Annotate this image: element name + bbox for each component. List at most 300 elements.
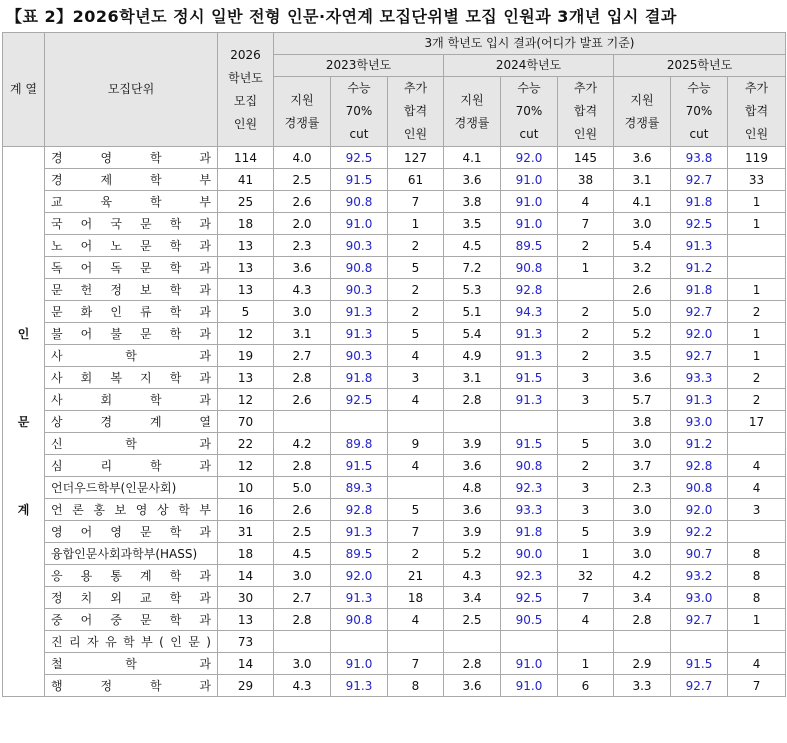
competition-ratio-cell: 3.0 <box>614 433 671 455</box>
competition-ratio-cell <box>274 631 331 653</box>
additional-admits-header: 추가 합격 인원 <box>558 77 614 147</box>
competition-ratio-cell: 2.3 <box>614 477 671 499</box>
competition-ratio-cell: 5.7 <box>614 389 671 411</box>
cut70-cell <box>671 631 728 653</box>
table-row <box>3 301 786 323</box>
additional-admits-header: 추가 합격 인원 <box>388 77 444 147</box>
competition-ratio-cell: 4.2 <box>274 433 331 455</box>
unit-name-cell: 중 어 중 문 학 과 <box>45 609 218 631</box>
unit-name-cell: 철 학 과 <box>45 653 218 675</box>
cut70-cell: 90.8 <box>331 609 388 631</box>
cut70-cell: 93.2 <box>671 565 728 587</box>
quota-cell: 25 <box>218 191 274 213</box>
additional-admits-cell: 1 <box>558 257 614 279</box>
competition-ratio-cell: 5.0 <box>614 301 671 323</box>
unit-name-cell: 불 어 불 문 학 과 <box>45 323 218 345</box>
additional-admits-cell: 2 <box>388 301 444 323</box>
additional-admits-cell: 33 <box>728 169 786 191</box>
competition-ratio-cell: 2.5 <box>444 609 501 631</box>
additional-admits-cell: 38 <box>558 169 614 191</box>
table-row <box>3 235 786 257</box>
table-row <box>3 565 786 587</box>
competition-ratio-cell <box>274 411 331 433</box>
competition-ratio-cell: 3.6 <box>444 169 501 191</box>
competition-ratio-cell: 3.6 <box>274 257 331 279</box>
additional-admits-cell: 2 <box>388 543 444 565</box>
cut70-cell: 92.5 <box>501 587 558 609</box>
table-row <box>3 543 786 565</box>
competition-ratio-cell: 4.5 <box>444 235 501 257</box>
additional-admits-cell: 21 <box>388 565 444 587</box>
competition-ratio-cell: 2.8 <box>274 455 331 477</box>
additional-admits-cell: 18 <box>388 587 444 609</box>
cut70-cell: 89.5 <box>501 235 558 257</box>
additional-admits-cell: 3 <box>558 499 614 521</box>
cut70-cell: 91.5 <box>501 433 558 455</box>
cut70-cell: 91.0 <box>331 213 388 235</box>
cut70-cell: 91.8 <box>671 191 728 213</box>
additional-admits-header: 추가 합격 인원 <box>728 77 786 147</box>
table-row <box>3 345 786 367</box>
quota-cell: 22 <box>218 433 274 455</box>
table-title: 【표 2】2026학년도 정시 일반 전형 인문·자연계 모집단위별 모집 인원과 3개년 입시 결과 <box>6 7 677 26</box>
competition-ratio-cell: 2.3 <box>274 235 331 257</box>
additional-admits-cell: 32 <box>558 565 614 587</box>
additional-admits-cell: 2 <box>388 279 444 301</box>
quota-cell: 31 <box>218 521 274 543</box>
competition-ratio-cell: 2.6 <box>274 389 331 411</box>
additional-admits-cell <box>388 477 444 499</box>
unit-name-cell: 문 헌 정 보 학 과 <box>45 279 218 301</box>
additional-admits-cell: 5 <box>388 499 444 521</box>
quota-cell: 13 <box>218 235 274 257</box>
additional-admits-cell: 2 <box>728 367 786 389</box>
cut70-cell: 92.5 <box>331 147 388 169</box>
competition-ratio-cell: 4.0 <box>274 147 331 169</box>
cut70-cell: 91.3 <box>671 235 728 257</box>
competition-ratio-cell: 4.3 <box>444 565 501 587</box>
competition-ratio-cell: 3.0 <box>614 543 671 565</box>
competition-ratio-cell: 3.6 <box>444 675 501 697</box>
cut70-cell: 90.0 <box>501 543 558 565</box>
table-row <box>3 653 786 675</box>
quota-cell: 29 <box>218 675 274 697</box>
additional-admits-cell: 2 <box>558 323 614 345</box>
table-row <box>3 521 786 543</box>
quota-cell: 12 <box>218 389 274 411</box>
unit-name-cell: 진 리 자 유 학 부 ( 인 문 ) <box>45 631 218 653</box>
cut70-cell: 92.8 <box>501 279 558 301</box>
additional-admits-cell: 2 <box>728 301 786 323</box>
competition-ratio-cell: 3.6 <box>444 499 501 521</box>
competition-ratio-cell: 3.2 <box>614 257 671 279</box>
competition-ratio-cell: 2.5 <box>274 169 331 191</box>
cut70-cell: 91.3 <box>331 675 388 697</box>
additional-admits-cell: 4 <box>388 609 444 631</box>
unit-name-cell: 사 회 복 지 학 과 <box>45 367 218 389</box>
competition-ratio-cell: 4.2 <box>614 565 671 587</box>
cut70-cell: 90.8 <box>501 257 558 279</box>
additional-admits-cell: 1 <box>388 213 444 235</box>
additional-admits-cell: 2 <box>558 235 614 257</box>
table-row <box>3 499 786 521</box>
competition-ratio-cell: 3.4 <box>444 587 501 609</box>
additional-admits-cell: 4 <box>558 191 614 213</box>
cut70-cell: 89.8 <box>331 433 388 455</box>
competition-ratio-cell: 4.1 <box>614 191 671 213</box>
competition-ratio-cell: 3.1 <box>614 169 671 191</box>
unit-name-cell: 독 어 독 문 학 과 <box>45 257 218 279</box>
cut70-cell <box>501 631 558 653</box>
cut70-cell: 91.8 <box>501 521 558 543</box>
cut70-cell: 92.5 <box>671 213 728 235</box>
competition-ratio-cell: 2.8 <box>614 609 671 631</box>
cut70-header: 수능 70% cut <box>331 77 388 147</box>
group-label: 인 문 계 <box>3 147 45 697</box>
cut70-cell <box>331 631 388 653</box>
group-column-header: 계 열 <box>3 33 45 147</box>
cut70-cell: 89.5 <box>331 543 388 565</box>
competition-ratio-cell <box>614 631 671 653</box>
table-row <box>3 587 786 609</box>
cut70-cell: 94.3 <box>501 301 558 323</box>
competition-ratio-cell: 4.3 <box>274 675 331 697</box>
additional-admits-cell: 5 <box>388 257 444 279</box>
unit-name-cell: 상 경 계 열 <box>45 411 218 433</box>
table-row <box>3 631 786 653</box>
unit-name-cell: 정 치 외 교 학 과 <box>45 587 218 609</box>
cut70-cell: 92.3 <box>501 477 558 499</box>
year-header-2025: 2025학년도 <box>614 55 786 77</box>
unit-name-cell: 응 용 통 계 학 과 <box>45 565 218 587</box>
additional-admits-cell: 8 <box>728 565 786 587</box>
additional-admits-cell: 2 <box>388 235 444 257</box>
quota-cell: 5 <box>218 301 274 323</box>
competition-ratio-cell: 2.6 <box>274 191 331 213</box>
quota-cell: 16 <box>218 499 274 521</box>
competition-ratio-cell: 2.8 <box>274 609 331 631</box>
additional-admits-cell: 2 <box>558 345 614 367</box>
cut70-cell: 92.8 <box>671 455 728 477</box>
additional-admits-cell: 7 <box>388 191 444 213</box>
competition-ratio-cell: 2.6 <box>274 499 331 521</box>
cut70-cell: 89.3 <box>331 477 388 499</box>
unit-name-cell: 교 육 학 부 <box>45 191 218 213</box>
additional-admits-cell: 5 <box>558 433 614 455</box>
cut70-cell: 93.8 <box>671 147 728 169</box>
additional-admits-cell: 4 <box>388 345 444 367</box>
competition-ratio-cell: 3.0 <box>274 301 331 323</box>
cut70-cell: 91.3 <box>331 521 388 543</box>
competition-ratio-cell: 4.8 <box>444 477 501 499</box>
additional-admits-cell: 3 <box>728 499 786 521</box>
unit-name-cell: 문 화 인 류 학 과 <box>45 301 218 323</box>
competition-ratio-cell: 3.6 <box>614 367 671 389</box>
competition-ratio-cell: 3.6 <box>444 455 501 477</box>
table-row <box>3 609 786 631</box>
additional-admits-cell: 5 <box>558 521 614 543</box>
additional-admits-cell: 61 <box>388 169 444 191</box>
cut70-cell: 92.0 <box>671 323 728 345</box>
cut70-cell: 91.2 <box>671 257 728 279</box>
quota-cell: 14 <box>218 653 274 675</box>
table-row <box>3 675 786 697</box>
unit-name-cell: 언더우드학부(인문사회) <box>45 477 218 499</box>
competition-ratio-cell: 3.8 <box>444 191 501 213</box>
additional-admits-cell: 1 <box>728 213 786 235</box>
competition-ratio-cell: 3.0 <box>614 213 671 235</box>
competition-ratio-cell: 3.7 <box>614 455 671 477</box>
competition-ratio-cell: 5.4 <box>444 323 501 345</box>
competition-ratio-cell <box>444 411 501 433</box>
quota-cell: 30 <box>218 587 274 609</box>
cut70-cell: 91.0 <box>501 191 558 213</box>
cut70-cell: 92.2 <box>671 521 728 543</box>
cut70-cell: 90.3 <box>331 345 388 367</box>
competition-ratio-cell: 3.5 <box>614 345 671 367</box>
quota-cell: 18 <box>218 213 274 235</box>
unit-name-cell: 심 리 학 과 <box>45 455 218 477</box>
quota-cell: 73 <box>218 631 274 653</box>
table-row <box>3 477 786 499</box>
cut70-cell: 92.7 <box>671 609 728 631</box>
competition-ratio-cell: 3.9 <box>444 433 501 455</box>
additional-admits-cell: 7 <box>558 587 614 609</box>
competition-ratio-cell: 3.5 <box>444 213 501 235</box>
additional-admits-cell: 3 <box>558 477 614 499</box>
additional-admits-cell <box>558 411 614 433</box>
admission-results-table <box>2 32 786 697</box>
quota-cell: 13 <box>218 279 274 301</box>
unit-name-cell: 사 회 학 과 <box>45 389 218 411</box>
cut70-cell: 92.7 <box>671 301 728 323</box>
quota-cell: 12 <box>218 323 274 345</box>
cut70-cell: 92.5 <box>331 389 388 411</box>
quota-cell: 12 <box>218 455 274 477</box>
cut70-cell: 91.5 <box>501 367 558 389</box>
competition-ratio-cell: 5.2 <box>444 543 501 565</box>
competition-ratio-cell: 2.9 <box>614 653 671 675</box>
table-row <box>3 191 786 213</box>
competition-ratio-cell: 3.9 <box>444 521 501 543</box>
unit-name-cell: 경 영 학 과 <box>45 147 218 169</box>
cut70-cell: 90.8 <box>671 477 728 499</box>
additional-admits-cell <box>558 631 614 653</box>
year-header-2023: 2023학년도 <box>274 55 444 77</box>
competition-ratio-cell: 5.2 <box>614 323 671 345</box>
cut70-cell: 92.7 <box>671 675 728 697</box>
table-row <box>3 169 786 191</box>
cut70-cell <box>501 411 558 433</box>
competition-ratio-cell <box>444 631 501 653</box>
table-row <box>3 279 786 301</box>
competition-ratio-cell: 3.0 <box>274 653 331 675</box>
quota-cell: 114 <box>218 147 274 169</box>
cut70-cell: 92.8 <box>331 499 388 521</box>
additional-admits-cell <box>388 411 444 433</box>
competition-ratio-cell: 2.8 <box>274 367 331 389</box>
unit-name-cell: 언 론 홍 보 영 상 학 부 <box>45 499 218 521</box>
cut70-cell: 90.3 <box>331 279 388 301</box>
competition-ratio-cell: 3.3 <box>614 675 671 697</box>
additional-admits-cell <box>728 257 786 279</box>
cut70-cell: 91.5 <box>671 653 728 675</box>
competition-ratio-cell: 5.0 <box>274 477 331 499</box>
cut70-cell: 91.3 <box>501 345 558 367</box>
table-row <box>3 367 786 389</box>
cut70-cell: 91.3 <box>331 587 388 609</box>
competition-ratio-cell: 3.1 <box>444 367 501 389</box>
additional-admits-cell: 6 <box>558 675 614 697</box>
additional-admits-cell: 2 <box>728 389 786 411</box>
additional-admits-cell: 9 <box>388 433 444 455</box>
additional-admits-cell <box>388 631 444 653</box>
competition-ratio-cell: 2.7 <box>274 345 331 367</box>
cut70-cell: 93.3 <box>671 367 728 389</box>
unit-name-cell: 행 정 학 과 <box>45 675 218 697</box>
cut70-cell: 91.0 <box>501 169 558 191</box>
competition-ratio-cell: 4.1 <box>444 147 501 169</box>
cut70-cell: 90.5 <box>501 609 558 631</box>
competition-ratio-cell: 3.4 <box>614 587 671 609</box>
unit-name-cell: 사 학 과 <box>45 345 218 367</box>
table-row <box>3 411 786 433</box>
cut70-cell: 91.0 <box>501 675 558 697</box>
cut70-cell: 91.5 <box>331 169 388 191</box>
cut70-header: 수능 70% cut <box>671 77 728 147</box>
competition-ratio-cell: 5.3 <box>444 279 501 301</box>
unit-name-cell: 신 학 과 <box>45 433 218 455</box>
table-row <box>3 389 786 411</box>
additional-admits-cell: 2 <box>558 301 614 323</box>
competition-ratio-cell: 2.8 <box>444 389 501 411</box>
quota-cell: 13 <box>218 367 274 389</box>
additional-admits-cell: 119 <box>728 147 786 169</box>
competition-ratio-header: 지원 경쟁률 <box>444 77 501 147</box>
competition-ratio-cell: 2.8 <box>444 653 501 675</box>
additional-admits-cell <box>728 235 786 257</box>
cut70-cell: 92.7 <box>671 345 728 367</box>
additional-admits-cell <box>728 521 786 543</box>
cut70-cell: 91.0 <box>501 213 558 235</box>
additional-admits-cell: 3 <box>558 389 614 411</box>
cut70-cell: 92.0 <box>501 147 558 169</box>
competition-ratio-cell: 4.9 <box>444 345 501 367</box>
quota-column-header: 2026 학년도 모집 인원 <box>218 33 274 147</box>
additional-admits-cell: 7 <box>558 213 614 235</box>
competition-ratio-cell: 3.8 <box>614 411 671 433</box>
additional-admits-cell: 145 <box>558 147 614 169</box>
quota-cell: 18 <box>218 543 274 565</box>
cut70-cell: 91.5 <box>331 455 388 477</box>
additional-admits-cell: 1 <box>728 191 786 213</box>
table-row <box>3 147 786 169</box>
cut70-cell: 91.3 <box>671 389 728 411</box>
cut70-cell: 93.0 <box>671 587 728 609</box>
competition-ratio-cell: 7.2 <box>444 257 501 279</box>
quota-cell: 13 <box>218 609 274 631</box>
additional-admits-cell: 3 <box>388 367 444 389</box>
results-span-header: 3개 학년도 입시 결과(어디가 발표 기준) <box>274 33 786 55</box>
competition-ratio-header: 지원 경쟁률 <box>614 77 671 147</box>
table-row <box>3 213 786 235</box>
quota-cell: 70 <box>218 411 274 433</box>
cut70-cell: 91.0 <box>501 653 558 675</box>
cut70-cell: 91.3 <box>331 323 388 345</box>
cut70-cell: 92.3 <box>501 565 558 587</box>
cut70-cell: 92.7 <box>671 169 728 191</box>
additional-admits-cell <box>558 279 614 301</box>
additional-admits-cell: 4 <box>388 455 444 477</box>
cut70-cell: 91.3 <box>501 323 558 345</box>
competition-ratio-cell: 2.5 <box>274 521 331 543</box>
additional-admits-cell: 8 <box>388 675 444 697</box>
quota-cell: 41 <box>218 169 274 191</box>
additional-admits-cell: 17 <box>728 411 786 433</box>
additional-admits-cell: 1 <box>558 653 614 675</box>
additional-admits-cell: 2 <box>558 455 614 477</box>
additional-admits-cell: 4 <box>558 609 614 631</box>
quota-cell: 14 <box>218 565 274 587</box>
quota-cell: 19 <box>218 345 274 367</box>
table-row <box>3 433 786 455</box>
cut70-cell: 90.7 <box>671 543 728 565</box>
unit-name-cell: 경 제 학 부 <box>45 169 218 191</box>
cut70-cell: 90.8 <box>331 191 388 213</box>
unit-column-header: 모집단위 <box>45 33 218 147</box>
additional-admits-cell: 1 <box>558 543 614 565</box>
quota-cell: 10 <box>218 477 274 499</box>
unit-name-cell: 국 어 국 문 학 과 <box>45 213 218 235</box>
competition-ratio-cell: 3.9 <box>614 521 671 543</box>
additional-admits-cell <box>728 631 786 653</box>
additional-admits-cell: 4 <box>728 477 786 499</box>
competition-ratio-cell: 2.7 <box>274 587 331 609</box>
cut70-cell: 91.3 <box>501 389 558 411</box>
additional-admits-cell: 5 <box>388 323 444 345</box>
competition-ratio-cell: 5.1 <box>444 301 501 323</box>
competition-ratio-cell: 5.4 <box>614 235 671 257</box>
unit-name-cell: 노 어 노 문 학 과 <box>45 235 218 257</box>
competition-ratio-cell: 3.0 <box>274 565 331 587</box>
additional-admits-cell: 7 <box>728 675 786 697</box>
additional-admits-cell: 7 <box>388 521 444 543</box>
unit-name-cell: 융합인문사회과학부(HASS) <box>45 543 218 565</box>
competition-ratio-cell: 3.1 <box>274 323 331 345</box>
additional-admits-cell: 1 <box>728 323 786 345</box>
cut70-cell: 92.0 <box>671 499 728 521</box>
cut70-cell: 91.3 <box>331 301 388 323</box>
cut70-cell: 91.2 <box>671 433 728 455</box>
cut70-cell: 90.8 <box>331 257 388 279</box>
cut70-cell: 90.8 <box>501 455 558 477</box>
additional-admits-cell: 127 <box>388 147 444 169</box>
cut70-cell: 93.0 <box>671 411 728 433</box>
additional-admits-cell: 7 <box>388 653 444 675</box>
unit-name-cell: 영 어 영 문 학 과 <box>45 521 218 543</box>
quota-cell: 13 <box>218 257 274 279</box>
table-row <box>3 455 786 477</box>
cut70-cell: 91.8 <box>671 279 728 301</box>
cut70-cell: 91.8 <box>331 367 388 389</box>
additional-admits-cell <box>728 433 786 455</box>
additional-admits-cell: 8 <box>728 587 786 609</box>
year-header-2024: 2024학년도 <box>444 55 614 77</box>
competition-ratio-header: 지원 경쟁률 <box>274 77 331 147</box>
competition-ratio-cell: 3.0 <box>614 499 671 521</box>
competition-ratio-cell: 2.6 <box>614 279 671 301</box>
table-row <box>3 257 786 279</box>
